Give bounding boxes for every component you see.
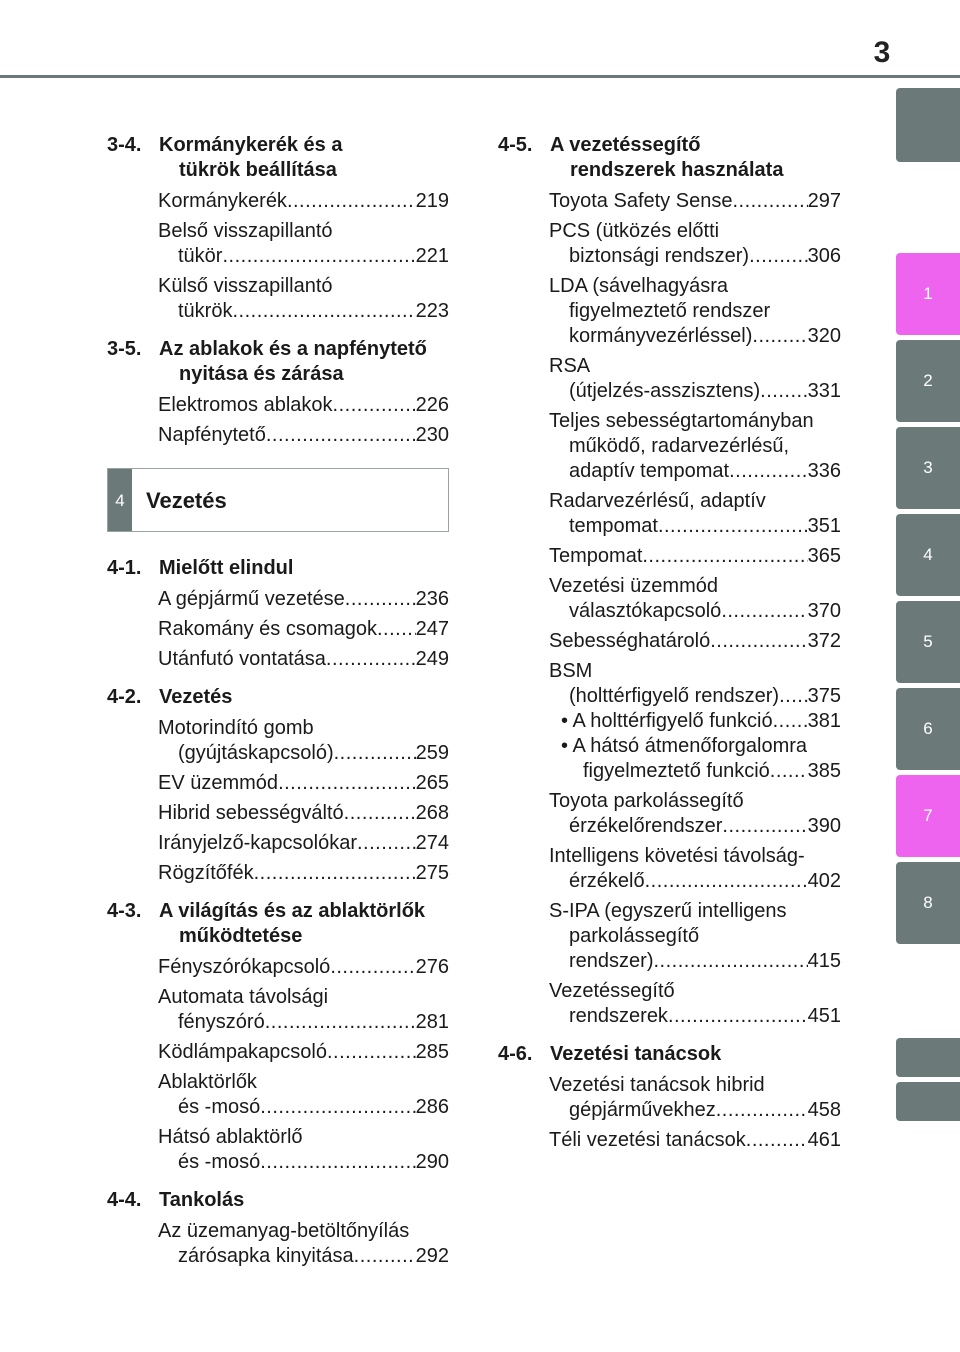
toc-entry[interactable]: Utánfutó vontatása ..... 249: [158, 647, 449, 672]
toc-entry[interactable]: Vezetéssegítő rendszerek ..... 451: [549, 979, 841, 1029]
toc-entry[interactable]: Ködlámpakapcsoló ..... 285: [158, 1040, 449, 1065]
section-heading: 3-4. Kormánykerék és a tükrök beállítása: [107, 134, 343, 181]
section-heading: 4-6. Vezetési tanácsok: [498, 1043, 722, 1065]
chapter-tab-index-a[interactable]: [896, 1038, 960, 1077]
toc-entry[interactable]: Belső visszapillantó tükör ..... 221: [158, 219, 449, 269]
toc-entry[interactable]: • A holttérfigyelő funkció ..... 381: [561, 709, 841, 734]
chapter-badge: 4: [108, 469, 132, 531]
toc-entry[interactable]: Radarvezérlésű, adaptív tempomat ..... 351: [549, 489, 841, 539]
toc-entry[interactable]: S-IPA (egyszerű intelligens parkolássegítő rendszer) ..... 415: [549, 899, 841, 974]
chapter-box: [107, 468, 449, 532]
toc-entry[interactable]: Tempomat ..... 365: [549, 544, 841, 569]
page-number: 3: [873, 36, 891, 69]
chapter-tab-8[interactable]: 8: [896, 862, 960, 944]
toc-entry[interactable]: Motorindító gomb (gyújtáskapcsoló) ..... 259: [158, 716, 449, 766]
toc-entry[interactable]: Intelligens követési távolság- érzékelő ..... 402: [549, 844, 841, 894]
section-heading: 4-4. Tankolás: [107, 1189, 245, 1211]
toc-entry[interactable]: Téli vezetési tanácsok ..... 461: [549, 1128, 841, 1153]
toc-entry[interactable]: Teljes sebességtartományban működő, radarvezérlésű, adaptív tempomat ..... 336: [549, 409, 841, 484]
toc-entry[interactable]: Ablaktörlők és -mosó ..... 286: [158, 1070, 449, 1120]
chapter-tab-4[interactable]: 4: [896, 514, 960, 596]
chapter-tab-3[interactable]: 3: [896, 427, 960, 509]
toc-entry[interactable]: BSM (holttérfigyelő rendszer) ..... 375: [549, 659, 841, 709]
chapter-tab-1[interactable]: 1: [896, 253, 960, 335]
section-heading: 4-5. A vezetéssegítő rendszerek használata: [498, 134, 784, 181]
chapter-tab-7[interactable]: 7: [896, 775, 960, 857]
toc-entry[interactable]: Napfénytető ..... 230: [158, 423, 449, 448]
toc-entry[interactable]: Rakomány és csomagok ..... 247: [158, 617, 449, 642]
toc-left-column: [107, 133, 449, 1274]
toc-entry[interactable]: Fényszórókapcsoló ..... 276: [158, 955, 449, 980]
header-rule: [0, 75, 960, 78]
section-heading: 3-5. Az ablakok és a napfénytető nyitása és zárása: [107, 338, 427, 385]
chapter-tab-6[interactable]: 6: [896, 688, 960, 770]
toc-entry[interactable]: Az üzemanyag-betöltőnyílás zárósapka kinyitása ..... 292: [158, 1219, 449, 1269]
toc-entry[interactable]: Automata távolsági fényszóró ..... 281: [158, 985, 449, 1035]
toc-entry[interactable]: A gépjármű vezetése ..... 236: [158, 587, 449, 612]
toc-entry[interactable]: PCS (ütközés előtti biztonsági rendszer) ..... 306: [549, 219, 841, 269]
section-heading: 4-2. Vezetés: [107, 686, 233, 708]
section-heading: 4-1. Mielőtt elindul: [107, 557, 294, 579]
toc-entry[interactable]: Sebességhatároló ..... 372: [549, 629, 841, 654]
toc-right-column: [498, 133, 841, 1158]
chapter-title: Vezetés: [146, 487, 227, 513]
toc-entry[interactable]: Kormánykerék ..... 219: [158, 189, 449, 214]
section-heading: 4-3. A világítás és az ablaktörlők működtetése: [107, 900, 426, 947]
toc-entry[interactable]: Külső visszapillantó tükrök ..... 223: [158, 274, 449, 324]
chapter-tab-2[interactable]: 2: [896, 340, 960, 422]
toc-entry[interactable]: Elektromos ablakok ..... 226: [158, 393, 449, 418]
toc-entry[interactable]: Toyota parkolássegítő érzékelőrendszer ..... 390: [549, 789, 841, 839]
toc-entry[interactable]: Hátsó ablaktörlő és -mosó ..... 290: [158, 1125, 449, 1175]
toc-entry[interactable]: Toyota Safety Sense ..... 297: [549, 189, 841, 214]
toc-entry[interactable]: Hibrid sebességváltó ..... 268: [158, 801, 449, 826]
toc-entry[interactable]: Irányjelző-kapcsolókar ..... 274: [158, 831, 449, 856]
toc-entry[interactable]: • A hátsó átmenőforgalomra figyelmeztető funkció ..... 385: [561, 734, 841, 784]
toc-entry[interactable]: Vezetési üzemmód választókapcsoló ..... 370: [549, 574, 841, 624]
chapter-tab-index-top[interactable]: [896, 88, 960, 162]
toc-entry[interactable]: Rögzítőfék ..... 275: [158, 861, 449, 886]
chapter-tab-5[interactable]: 5: [896, 601, 960, 683]
toc-entry[interactable]: RSA (útjelzés-asszisztens) ..... 331: [549, 354, 841, 404]
chapter-tab-index-b[interactable]: [896, 1082, 960, 1121]
toc-entry[interactable]: Vezetési tanácsok hibrid gépjárművekhez ..... 458: [549, 1073, 841, 1123]
toc-entry[interactable]: LDA (sávelhagyásra figyelmeztető rendszer kormányvezérléssel) ..... 320: [549, 274, 841, 349]
toc-entry[interactable]: EV üzemmód ..... 265: [158, 771, 449, 796]
